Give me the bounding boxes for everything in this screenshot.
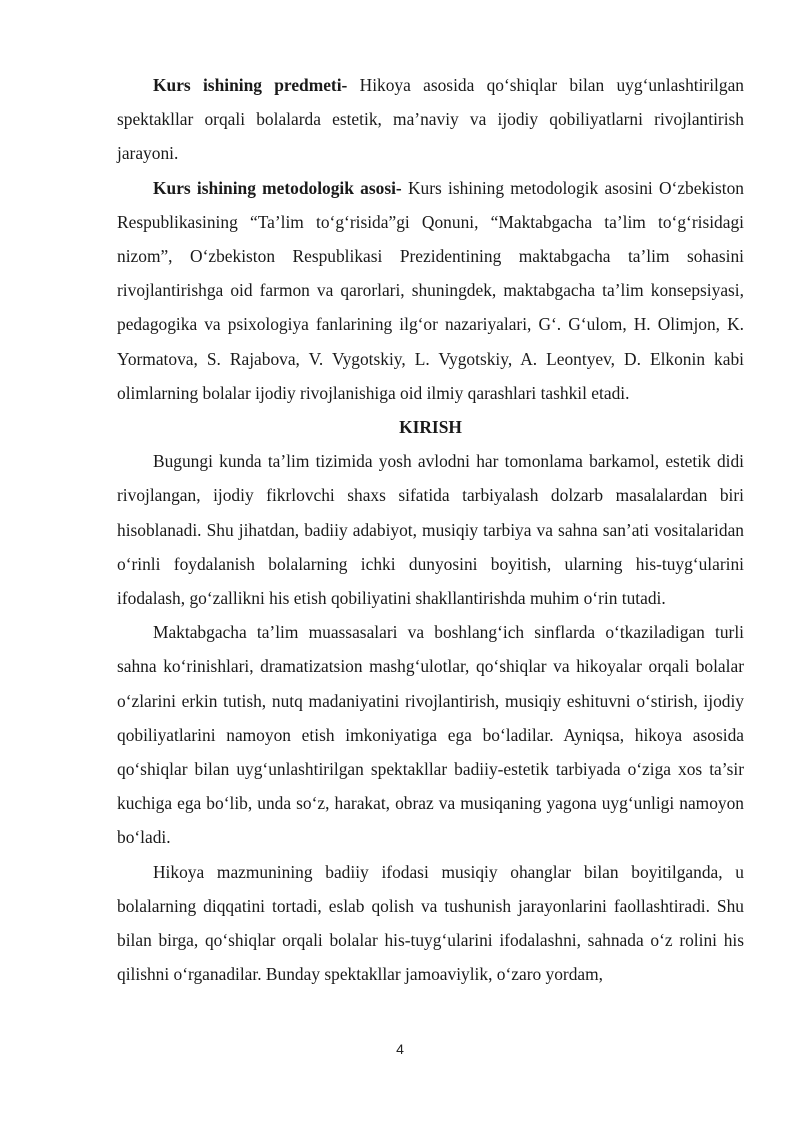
intro-paragraph-3: Hikoya mazmunining badiiy ifodasi musiqiy ohanglar bilan boyitilganda, u bolalarning diqqatini tortadi, eslab qolish va tushunish jarayonlarini faollashtiradi. Shu bilan birga, qo‘shiqlar orqali bolalar his-tuyg‘ularini ifodalashni, sahnada o‘z rolini his qilishni o‘rganadilar. Bunday spektakllar jamoaviylik, o‘zaro yordam, bbox=[117, 861, 744, 985]
intro-paragraph-2: Maktabgacha ta’lim muassasalari va boshlang‘ich sinflarda o‘tkaziladigan turli sahna ko‘rinishlari, dramatizatsion mashg‘ulotlar, qo‘shiqlar va hikoyalar orqali bolalar o‘zlarini erkin tutish, nutq madaniyatini rivojlantirish, musiqiy eshituvni o‘stirish, ijodiy qobiliyatlarini namoyon etish imkoniyatiga ega bo‘ladilar. Ayniqsa, hikoya asosida qo‘shiqlar bilan uyg‘unlashtirilgan spektakllar badiiy-estetik tarbiyada o‘ziga xos ta’sir kuchiga ega bo‘lib, unda so‘z, harakat, obraz va musiqaning yagona uyg‘unligi namoyon bo‘ladi. bbox=[117, 622, 744, 848]
document-page bbox=[117, 68, 744, 991]
page-number: 4 bbox=[396, 1041, 404, 1057]
intro-paragraph-1: Bugungi kunda ta’lim tizimida yosh avlodni har tomonlama barkamol, estetik didi rivojlangan, ijodiy fikrlovchi shaxs sifatida tarbiyalash dolzarb masalalardan biri hisoblanadi. Shu jihatdan, badiiy adabiyot, musiqiy tarbiya va sahna san’ati vositalaridan o‘rinli foydalanish bolalarning ichki dunyosini boyitish, ularning his-tuyg‘ularini ifodalash, go‘zallikni his etish qobiliyatini shakllantirishda muhim o‘rin tutadi. bbox=[117, 451, 744, 609]
course-subject-paragraph bbox=[117, 68, 744, 171]
methodology-term: Kurs ishining metodologik asosi- bbox=[153, 177, 402, 198]
methodology-text: Kurs ishining metodologik asosini O‘zbekiston Respublikasining “Ta’lim to‘g‘risida”gi Qonuni, “Maktabgacha ta’lim to‘g‘risidagi nizom”, O‘zbekiston Respublikasi Prezidentining maktabgacha ta’lim sohasini rivojlantirishga oid farmon va qarorlari, shuningdek, maktabgacha ta’lim konsepsiyasi, pedagogika va psixologiya fanlarining ilg‘or nazariyalari, G‘. G‘ulom, H. Olimjon, K. Yormatova, S. Rajabova, V. Vygotskiy, L. Vygotskiy, A. Leontyev, D. Elkonin kabi olimlarning bolalar ijodiy rivojlanishiga oid ilmiy qarashlari tashkil etadi. bbox=[117, 177, 744, 403]
course-subject-text: Hikoya asosida qo‘shiqlar bilan uyg‘unlashtirilgan spektakllar orqali bolalarda estetik, ma’naviy va ijodiy qobiliyatlarni rivojlantirish jarayoni. bbox=[117, 75, 744, 164]
section-heading: KIRISH bbox=[399, 417, 462, 438]
course-subject-term: Kurs ishining predmeti- bbox=[153, 75, 348, 95]
methodology-paragraph bbox=[117, 171, 744, 410]
